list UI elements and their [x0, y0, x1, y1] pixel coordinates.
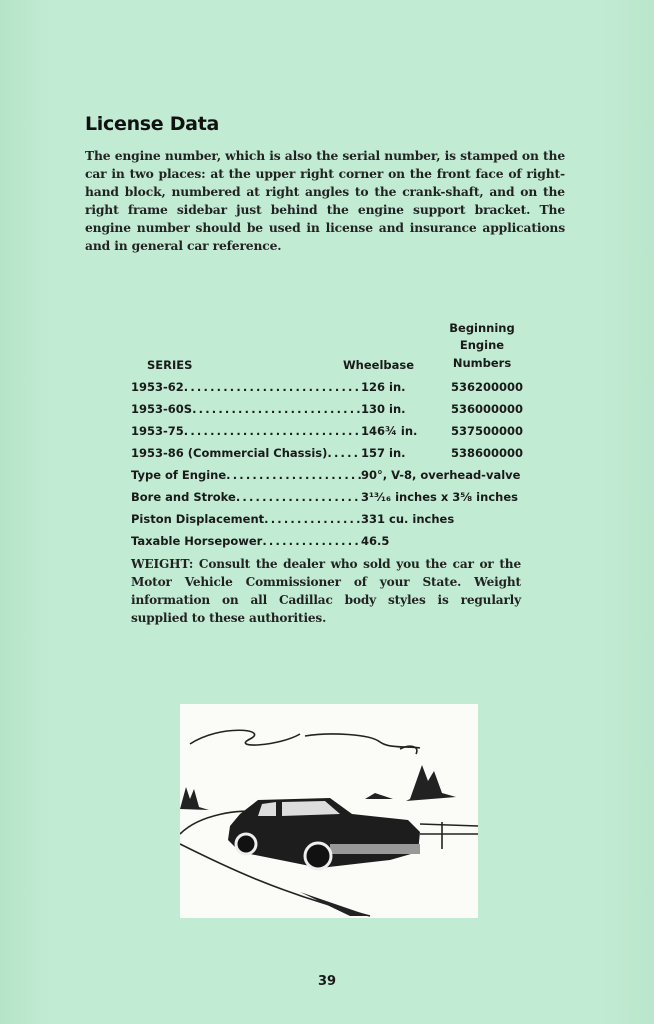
header-wheelbase: Wheelbase [343, 358, 415, 372]
specs-table [131, 316, 523, 552]
dot-leader [264, 512, 361, 526]
engine-number: 537500000 [450, 424, 523, 438]
dot-leader [236, 490, 361, 504]
header-numbers-line3: Numbers [452, 355, 512, 370]
engine-number: 538600000 [450, 446, 523, 460]
header-engine-numbers [441, 320, 523, 373]
car-illustration [180, 704, 478, 918]
series-row [131, 442, 523, 464]
spec-value: 90°, V-8, overhead-valve [361, 468, 521, 482]
spec-row [131, 530, 523, 552]
intro-paragraph: The engine number, which is also the serial number, is stamped on the car in two places: at the upper right corner on the front face of right-hand block, numbered at right angles to the crank-shaft, and on the right frame sidebar just behind the engine support bracket. The engine number should be used in license and insurance applications and in general car reference. [85, 148, 565, 253]
wheelbase-value: 126 in. [361, 380, 406, 394]
wheelbase-value: 130 in. [361, 402, 406, 416]
spec-label: Type of Engine [131, 468, 227, 482]
car-drawing-icon [180, 704, 478, 918]
header-series: SERIES [147, 358, 193, 372]
table-header [131, 316, 523, 376]
series-name: 1953-75 [131, 424, 184, 438]
engine-number: 536200000 [450, 380, 523, 394]
spec-row [131, 486, 523, 508]
spec-label: Taxable Horsepower [131, 534, 263, 548]
dot-leader [184, 380, 361, 394]
series-name: 1953-60S [131, 402, 193, 416]
dot-leader [327, 446, 361, 460]
engine-number: 536000000 [450, 402, 523, 416]
series-row [131, 398, 523, 420]
dot-leader [226, 468, 361, 482]
series-row [131, 376, 523, 398]
header-numbers-line2: Engine [459, 338, 505, 352]
dot-leader [184, 424, 361, 438]
series-name: 1953-62 [131, 380, 184, 394]
spec-label: Piston Displacement [131, 512, 265, 526]
dot-leader [192, 402, 361, 416]
spec-value: 3¹³⁄₁₆ inches x 3⅝ inches [361, 490, 518, 504]
page-number: 39 [317, 974, 337, 989]
weight-paragraph: WEIGHT: Consult the dealer who sold you the car or the Motor Vehicle Commissioner of your State. Weight information on all Cadillac body styles is regularly supplied to these authorities. [131, 557, 521, 625]
spec-label: Bore and Stroke [131, 490, 236, 504]
wheelbase-value: 146¾ in. [361, 424, 418, 438]
wheelbase-value: 157 in. [361, 446, 406, 460]
spec-row [131, 508, 523, 530]
dot-leader [262, 534, 361, 548]
spec-row [131, 464, 523, 486]
header-numbers-line1: Beginning [449, 320, 515, 335]
spec-value: 331 cu. inches [361, 512, 455, 526]
page-title: License Data [85, 113, 220, 135]
spec-value: 46.5 [361, 534, 390, 548]
series-row [131, 420, 523, 442]
series-name: 1953-86 (Commercial Chassis) [131, 446, 328, 460]
